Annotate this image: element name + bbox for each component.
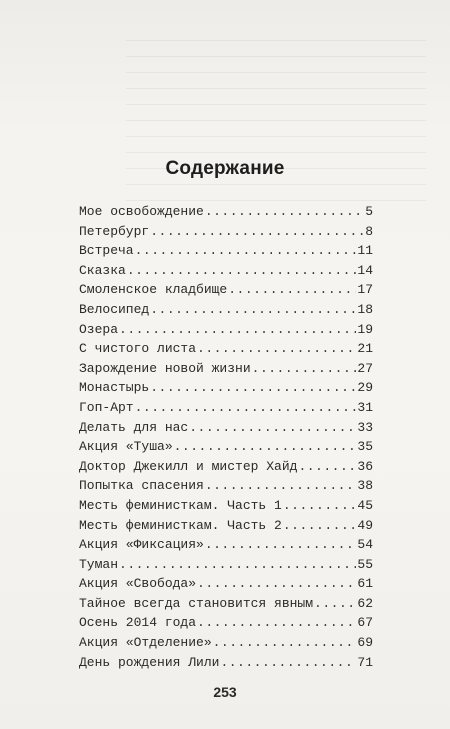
toc-entry-title: Сказка [79,262,126,278]
toc-entry-page: 69 [357,635,373,651]
toc-entry-page: 19 [357,321,373,337]
toc-entry-page: 18 [357,301,373,317]
toc-entry-page: 71 [357,654,373,670]
toc-entry [79,222,373,242]
toc-entry [79,594,373,614]
toc-entry-title: Петербург [79,223,150,239]
toc-entry-page: 54 [357,537,373,553]
toc-entry-title: Мое освобождение [79,204,204,219]
toc-entry-title: Встреча [79,243,134,259]
toc-entry [79,516,373,536]
toc-entry [79,359,373,379]
toc-entry-title: Акция «Отделение» [79,635,212,651]
toc-entry-page: 31 [357,399,373,415]
toc-dot-leader [205,535,357,555]
toc-entry [79,378,373,398]
toc-entry-title: Велосипед [79,301,150,317]
toc-dot-leader [283,516,357,536]
toc-entry [79,496,373,516]
toc-dot-leader [314,594,356,614]
toc-entry [79,535,373,555]
toc-dot-leader [150,222,364,242]
page-title: Содержание [165,158,285,179]
toc-entry-page: 45 [357,497,373,513]
toc-entry [79,261,373,281]
toc-entry-title: Гоп-Арт [79,399,134,415]
toc-dot-leader [119,555,356,575]
toc-dot-leader [220,653,356,673]
toc-entry-page: 67 [357,615,373,631]
toc-entry-title: Доктор Джекилл и мистер Хайд [79,458,298,474]
toc-entry [79,280,373,300]
toc-entry-title: Месть феминисткам. Часть 1 [79,497,282,513]
toc-entry-title: Монастырь [79,380,150,396]
toc-entry [79,202,373,222]
toc-entry-title: Зарождение новой жизни [79,360,251,376]
toc-dot-leader [119,320,356,340]
toc-entry [79,241,373,261]
toc-dot-leader [135,398,357,418]
toc-entry-title: Акция «Туша» [79,439,173,455]
toc-dot-leader [150,300,356,320]
toc-entry-page: 27 [357,360,373,376]
toc-entry-page: 38 [357,478,373,494]
toc-entry-page: 21 [357,341,373,357]
toc-entry-page: 61 [357,576,373,592]
toc-entry-page: 8 [365,223,373,239]
toc-entry-title: День рождения Лили [79,654,220,670]
toc-entry [79,398,373,418]
toc-dot-leader [283,496,357,516]
toc-dot-leader [205,476,357,496]
toc-entry [79,555,373,575]
toc-entry-title: Попытка спасения [79,478,204,494]
toc-entry-title: Делать для нас [79,419,189,435]
toc-entry-title: Туман [79,556,119,572]
toc-entry [79,613,373,633]
toc-entry [79,300,373,320]
show-through-text [126,40,426,210]
toc-dot-leader [298,457,356,477]
toc-entry-page: 62 [357,595,373,611]
toc-dot-leader [197,574,356,594]
toc-dot-leader [197,613,356,633]
toc-entry [79,633,373,653]
toc-entry-page: 49 [357,517,373,533]
toc-entry-page: 36 [357,458,373,474]
toc-entry-page: 14 [357,262,373,278]
toc-entry-page: 55 [357,556,373,572]
toc-entry-title: Тайное всегда становится явным [79,595,314,611]
toc-entry-page: 17 [357,282,373,298]
toc-entry [79,418,373,438]
toc-dot-leader [150,378,356,398]
toc-entry-title: Осень 2014 года [79,615,197,631]
toc-entry-page: 5 [365,204,373,219]
toc-entry [79,320,373,340]
toc-dot-leader [189,418,356,438]
table-of-contents [79,202,373,672]
toc-dot-leader [228,280,356,300]
toc-entry [79,339,373,359]
toc-entry [79,574,373,594]
toc-entry-title: Акция «Фиксация» [79,537,204,553]
toc-entry-page: 35 [357,439,373,455]
toc-entry-title: Смоленское кладбище [79,282,228,298]
toc-dot-leader [197,339,356,359]
toc-entry-title: С чистого листа [79,341,197,357]
toc-entry [79,653,373,673]
page-number: 253 [213,684,237,700]
toc-dot-leader [135,241,357,261]
toc-dot-leader [252,359,357,379]
toc-entry-page: 29 [357,380,373,396]
toc-entry-title: Озера [79,321,119,337]
toc-dot-leader [127,261,357,281]
toc-dot-leader [205,202,364,222]
toc-entry [79,457,373,477]
toc-entry-title: Акция «Свобода» [79,576,197,592]
toc-entry-title: Месть феминисткам. Часть 2 [79,517,282,533]
toc-entry [79,476,373,496]
toc-entry-page: 11 [357,243,373,259]
toc-dot-leader [213,633,357,653]
toc-dot-leader [174,437,357,457]
toc-entry-page: 33 [357,419,373,435]
toc-entry [79,437,373,457]
